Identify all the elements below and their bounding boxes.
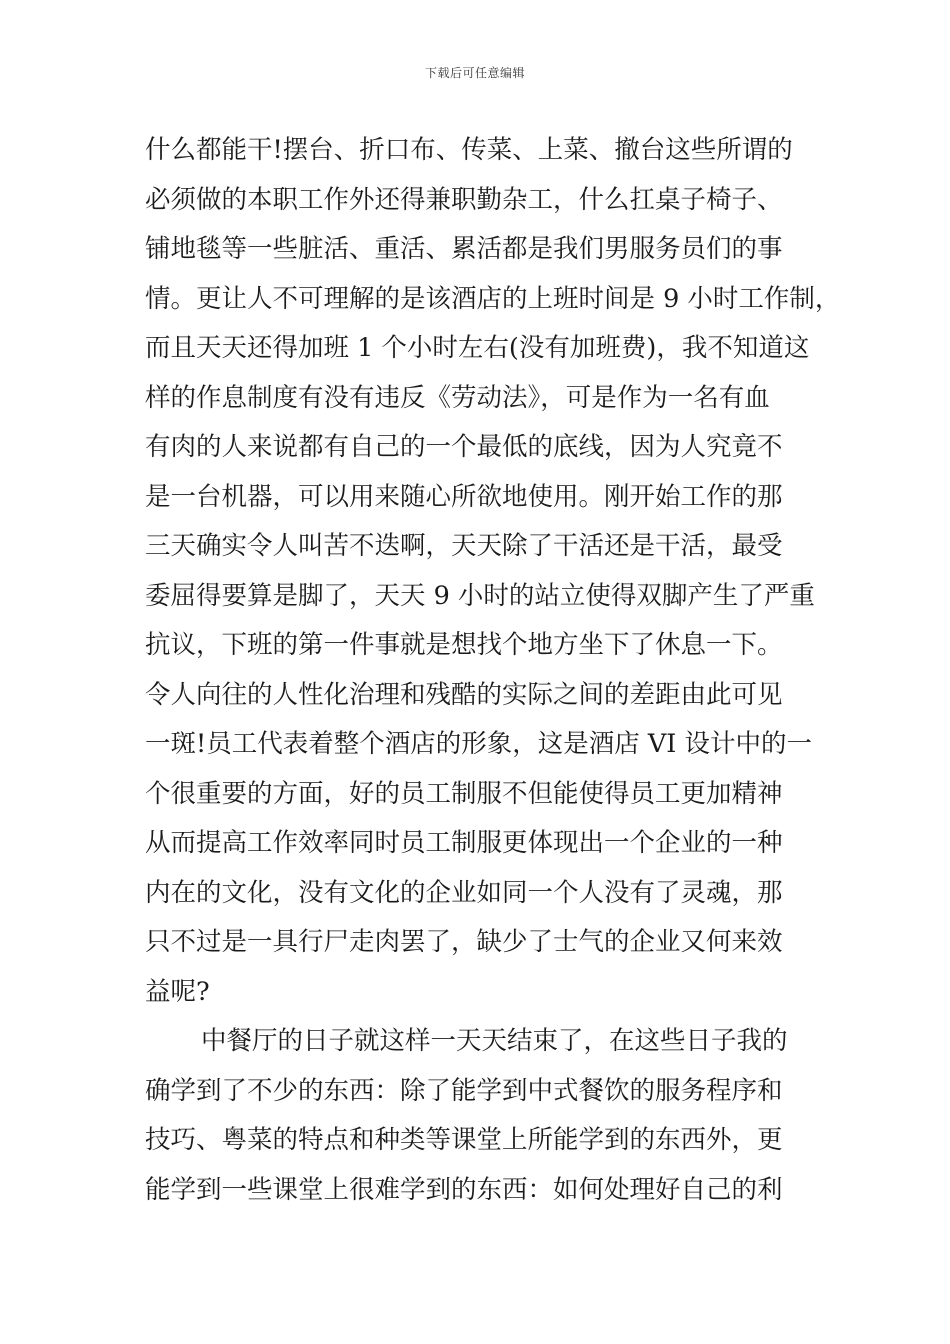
page-header: 下载后可任意编辑 bbox=[424, 66, 525, 80]
text-line: 样的作息制度有没有违反《劳动法》，可是作为一名有血 bbox=[145, 382, 770, 413]
text-line: 确学到了不少的东西：除了能学到中式餐饮的服务程序和 bbox=[145, 1075, 783, 1106]
text-line: 情。更让人不可理解的是该酒店的上班时间是 9 小时工作制， bbox=[145, 283, 841, 314]
text-line: 是一台机器，可以用来随心所欲地使用。刚开始工作的那 bbox=[145, 481, 783, 512]
text-line: 什么都能干!摆台、折口布、传菜、上菜、撤台这些所谓的 bbox=[145, 135, 793, 165]
text-line: 内在的文化，没有文化的企业如同一个人没有了灵魂，那 bbox=[145, 877, 783, 908]
text-line: 令人向往的人性化治理和残酷的实际之间的差距由此可见 bbox=[145, 679, 783, 710]
text-line: 中餐厅的日子就这样一天天结束了，在这些日子我的 bbox=[201, 1026, 788, 1056]
text-line: 委屈得要算是脚了，天天 9 小时的站立使得双脚产生了严重 bbox=[145, 580, 815, 611]
text-line: 一斑!员工代表着整个酒店的形象，这是酒店 VI 设计中的一 bbox=[145, 729, 812, 759]
text-line: 有肉的人来说都有自己的一个最低的底线，因为人究竟不 bbox=[145, 432, 783, 462]
text-line: 抗议，下班的第一件事就是想找个地方坐下了休息一下。 bbox=[145, 630, 783, 660]
paragraph-1 bbox=[145, 126, 841, 1017]
text-line: 铺地毯等一些脏活、重活、累活都是我们男服务员们的事 bbox=[145, 234, 783, 264]
text-line: 而且天天还得加班 1 个小时左右(没有加班费)，我不知道这 bbox=[145, 333, 810, 363]
paragraph-2 bbox=[145, 1017, 810, 1215]
text-line: 益呢? bbox=[145, 976, 210, 1007]
text-line: 必须做的本职工作外还得兼职勤杂工，什么扛桌子椅子、 bbox=[145, 184, 783, 215]
text-line: 技巧、粤菜的特点和种类等课堂上所能学到的东西外，更 bbox=[145, 1125, 783, 1155]
text-line: 个很重要的方面，好的员工制服不但能使得员工更加精神 bbox=[145, 778, 783, 809]
document-body bbox=[145, 126, 841, 1215]
text-line: 只不过是一具行尸走肉罢了，缺少了士气的企业又何来效 bbox=[145, 927, 783, 957]
text-line: 能学到一些课堂上很难学到的东西：如何处理好自己的利 bbox=[145, 1174, 783, 1205]
text-line: 三天确实令人叫苦不迭啊，天天除了干活还是干活，最受 bbox=[145, 531, 783, 561]
text-line: 从而提高工作效率同时员工制服更体现出一个企业的一种 bbox=[145, 828, 783, 858]
